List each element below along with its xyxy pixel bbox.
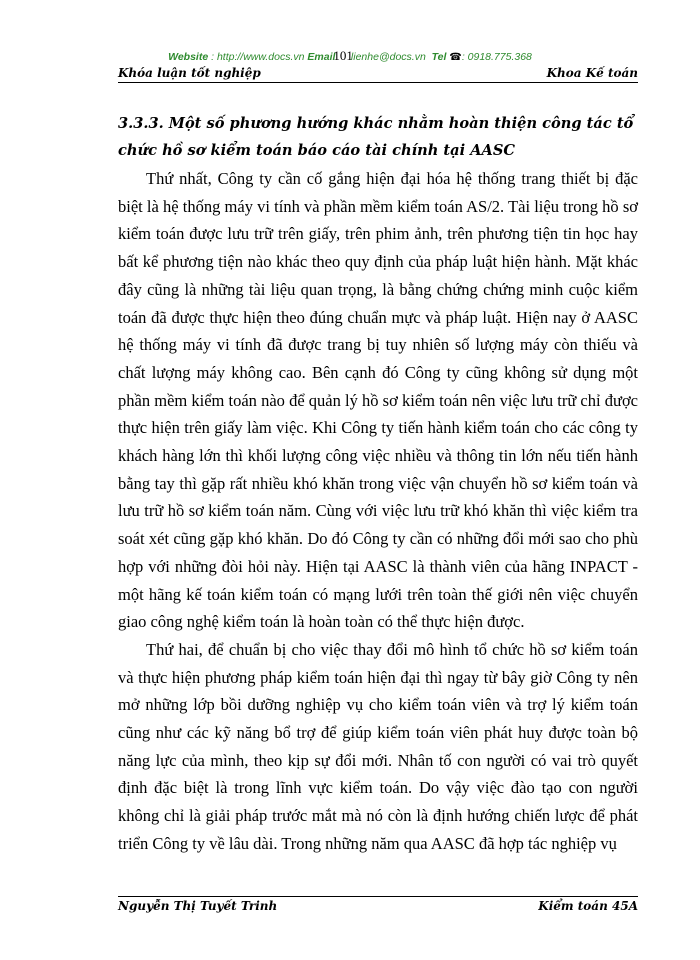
footer-author: Nguyễn Thị Tuyết Trinh [118, 899, 278, 913]
website-label: Website [168, 51, 209, 63]
paragraph-2: Thứ hai, để chuẩn bị cho việc thay đổi mô hình tổ chức hồ sơ kiểm toán và thực hiện phương pháp kiểm toán hiện đại thì ngay từ bây giờ Công ty nên mở những lớp bồi dưỡng nghiệp vụ cho kiểm toán viên và trợ lý kiểm toán cũng như các kỹ năng bổ trợ để giúp kiểm toán viên phát huy được toàn bộ năng lực của mình, theo kịp sự đổi mới. Nhân tố con người có vai trò quyết định đặc biệt là trong lĩnh vực kiểm toán. Do vậy việc đào tạo con người không chỉ là giải pháp trước mắt mà nó còn là định hướng chiến lược để phát triển Công ty về lâu dài. Trong những năm qua AASC đã hợp tác nghiệp vụ [118, 639, 638, 853]
paragraph-1: Thứ nhất, Công ty cần cố gắng hiện đại hóa hệ thống trang thiết bị đặc biệt là hệ thống máy vi tính và phần mềm kiểm toán AS/2. Tài liệu trong hồ sơ kiểm toán được lưu trữ trên giấy, trên phim ảnh, trên phương tiện tin học hay bất kể phương tiện nào khác theo quy định của pháp luật hiện hành. Mặt khác đây cũng là những tài liệu quan trọng, là bằng chứng chứng minh cuộc kiểm toán đã được thực hiện theo đúng chuẩn mực và pháp luật. Hiện nay ở AASC hệ thống máy vi tính đã được trang bị tuy nhiên số lượng máy còn thiếu và chất lượng máy không cao. Bên cạnh đó Công ty cũng không sử dụng một phần mềm kiểm toán nào để quản lý hồ sơ kiểm toán nên việc lưu trữ chỉ được thực hiện trên giấy làm việc. Khi Công ty tiến hành kiểm toán cho các công ty khách hàng lớn thì khối lượng công việc nhiều và thông tin lớn nếu tiến hành bằng tay thì gặp rất nhiều khó khăn trong việc vận chuyển hồ sơ kiểm toán và lưu trữ hồ sơ kiểm toán năm. Cùng với việc lưu trữ khó khăn thì việc kiểm tra soát xét cũng gặp khó khăn. Do đó Công ty cần có những đổi mới sao cho phù hợp với những đòi hỏi này. Hiện tại AASC là thành viên của hãng INPACT - một hãng kế toán kiểm toán có mạng lưới trên toàn thế giới nên việc chuyển giao công nghệ kiểm toán là hoàn toàn có thể thực hiện được. [118, 169, 638, 632]
email-link[interactable]: lienhe@docs.vn [350, 51, 426, 63]
website-link[interactable]: : http://www.docs.vn [211, 51, 305, 63]
tel-label: Tel [431, 51, 447, 63]
tel-number: : 0918.775.368 [461, 51, 532, 63]
footer-divider [118, 896, 638, 897]
email-label: Email [307, 51, 336, 63]
phone-icon: ☎ [449, 52, 462, 63]
body-text [118, 165, 638, 858]
page-number: 101 [333, 48, 353, 63]
running-header [118, 66, 638, 82]
site-header-line [0, 48, 700, 64]
running-footer [118, 899, 638, 915]
section-title: 3.3.3. Một số phương hướng khác nhằm hoàn thiện công tác tổ chức hồ sơ kiểm toán báo cáo tài chính tại AASC [118, 115, 634, 159]
header-left: Khóa luận tốt nghiệp [118, 66, 261, 80]
footer-class: Kiểm toán 45A [538, 899, 638, 913]
header-divider [118, 82, 638, 83]
header-right: Khoa Kế toán [546, 66, 638, 80]
